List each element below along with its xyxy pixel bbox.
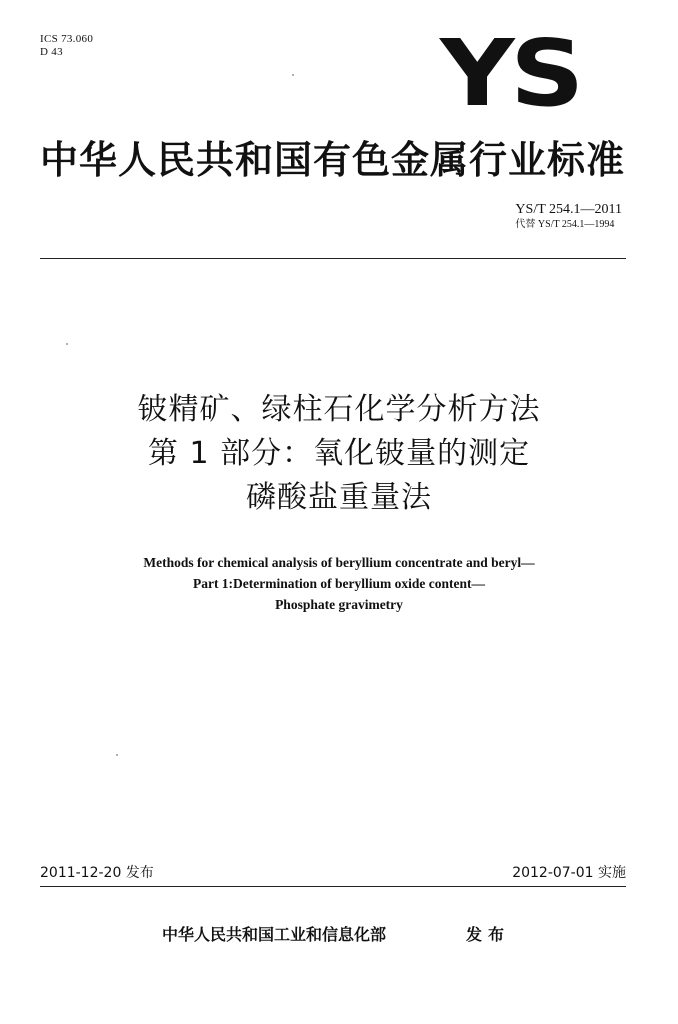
scan-speck xyxy=(66,343,68,345)
chinese-title xyxy=(0,388,678,520)
ccs-code: D 43 xyxy=(40,46,63,58)
publish-label: 发布 xyxy=(466,925,511,944)
english-title-line-2: Part 1:Determination of beryllium oxide content— xyxy=(192,576,486,591)
classification-codes xyxy=(40,33,93,59)
chinese-title-line-2: 第 1 部分：氧化铍量的测定 xyxy=(147,436,531,471)
ys-logo: YS xyxy=(440,20,580,127)
english-title xyxy=(0,552,678,615)
chinese-title-line-1: 铍精矿、绿柱石化学分析方法 xyxy=(137,392,541,427)
chinese-title-line-3: 磷酸盐重量法 xyxy=(246,480,432,515)
top-divider xyxy=(40,258,626,259)
english-title-line-1: Methods for chemical analysis of beryllium concentrate and beryl— xyxy=(143,555,535,570)
scan-speck xyxy=(116,754,118,756)
english-title-line-3: Phosphate gravimetry xyxy=(275,597,403,612)
ics-code: ICS 73.060 xyxy=(40,33,94,45)
standard-number-block xyxy=(515,202,622,231)
bottom-divider xyxy=(40,886,626,887)
scan-speck xyxy=(292,74,294,76)
industry-standard-title: 中华人民共和国有色金属行业标准 xyxy=(40,138,626,182)
issue-date: 2011-12-20 发布 xyxy=(40,865,154,881)
publisher-name: 中华人民共和国工业和信息化部 xyxy=(162,925,387,944)
replaces-standard: 代替 YS/T 254.1—1994 xyxy=(515,219,615,230)
implementation-date: 2012-07-01 实施 xyxy=(512,865,626,881)
standard-number: YS/T 254.1—2011 xyxy=(515,202,622,217)
